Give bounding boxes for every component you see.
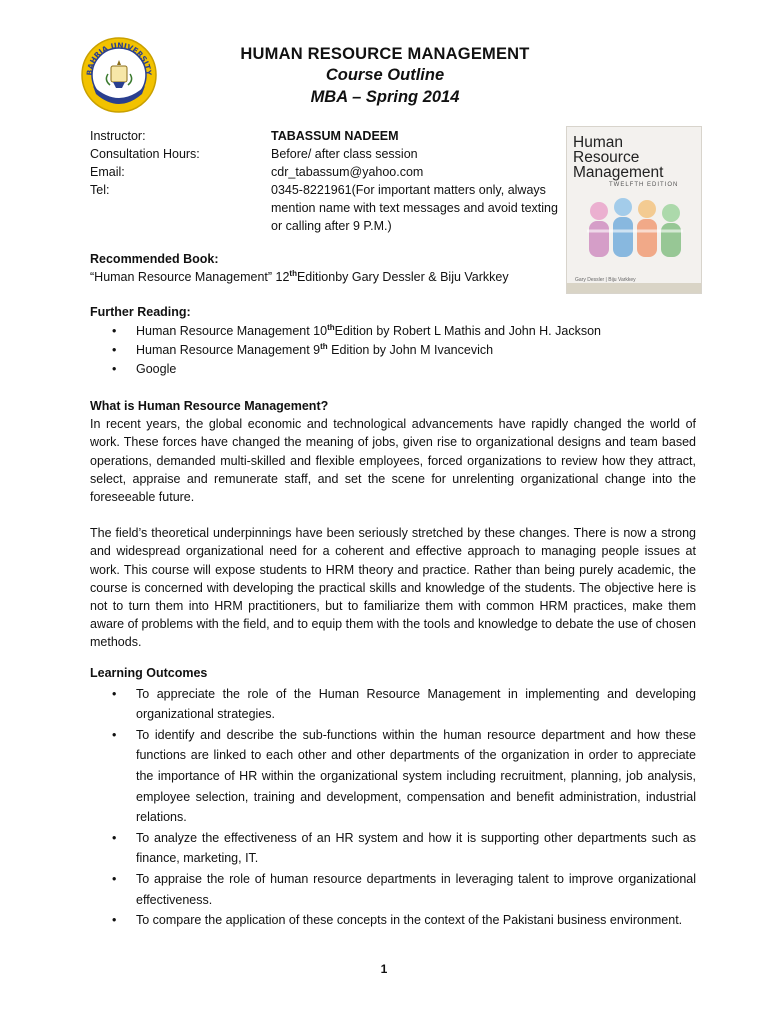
further-reading-section bbox=[90, 303, 696, 379]
recommended-heading: Recommended Book: bbox=[90, 252, 219, 266]
instructor-label: Instructor: bbox=[90, 129, 146, 143]
svg-text:BAHRIA UNIVERSITY: BAHRIA UNIVERSITY bbox=[84, 40, 154, 76]
document-term: MBA – Spring 2014 bbox=[310, 88, 460, 106]
list-item bbox=[90, 360, 696, 379]
list-item: • To appreciate the role of the Human Resource Management in implementing and developing organizational strategies. bbox=[90, 684, 696, 725]
book-cover-title: Human Resource Management bbox=[573, 134, 664, 181]
hours-value: Before/ after class session bbox=[271, 147, 418, 161]
recommended-text bbox=[90, 268, 696, 286]
instructor-info bbox=[90, 127, 571, 235]
list-item-sup: th bbox=[320, 341, 328, 351]
list-item-text: Human Resource Management 9 bbox=[136, 343, 321, 357]
list-item: • To analyze the effectiveness of an HR system and how it is supporting other departments such as finance, marketing, IT. bbox=[90, 828, 696, 869]
tel-label: Tel: bbox=[90, 183, 110, 197]
further-reading-heading: Further Reading: bbox=[90, 305, 191, 319]
page-number: 1 bbox=[380, 962, 388, 976]
info-row-email bbox=[90, 163, 571, 181]
university-seal-icon bbox=[80, 36, 158, 114]
list-item-text: Edition by John M Ivancevich bbox=[327, 343, 494, 357]
instructor-value: TABASSUM NADEEM bbox=[271, 129, 399, 143]
book-cover-authors: Gary Dessler | Biju Varkkey bbox=[575, 277, 636, 283]
recommended-book-section bbox=[90, 250, 696, 286]
university-logo bbox=[80, 36, 158, 114]
list-item-text: Edition by Robert L Mathis and John H. Jackson bbox=[334, 324, 601, 338]
email-label: Email: bbox=[90, 165, 125, 179]
paragraph-1: In recent years, the global economic and technological advancements have rapidly changed the world of work. These forces have changed the meaning of jobs, given rise to organizational designs and team based operations, demanded multi-skilled and flexible employees, forced organizations to review how they attract, select, appraise and remunerate staff, and set the scene for unrelenting organizational change into the foreseeable future. bbox=[90, 417, 696, 505]
what-is-hrm-section bbox=[90, 397, 696, 652]
list-item bbox=[90, 341, 696, 360]
recommended-text-post: Editionby Gary Dessler & Biju Varkkey bbox=[296, 270, 509, 284]
info-row-instructor bbox=[90, 127, 571, 145]
list-item: • To appraise the role of human resource departments in leveraging talent to improve organizational effectiveness. bbox=[90, 869, 696, 910]
info-row-tel bbox=[90, 181, 571, 235]
list-item-text: Human Resource Management 10 bbox=[136, 324, 328, 338]
recommended-text-pre: “Human Resource Management” 12 bbox=[90, 270, 290, 284]
recommended-text-sup: th bbox=[289, 268, 297, 278]
list-item: • To compare the application of these concepts in the context of the Pakistani business environment. bbox=[90, 910, 696, 931]
book-cover-edition: TWELFTH EDITION bbox=[609, 182, 679, 188]
tel-value: 0345-8221961(For important matters only, always mention name with text messages and avoid texting or calling after 9 P.M.) bbox=[271, 183, 558, 233]
info-row-hours bbox=[90, 145, 571, 163]
document-title: HUMAN RESOURCE MANAGEMENT bbox=[240, 45, 530, 63]
learning-outcomes-heading: Learning Outcomes bbox=[90, 666, 208, 680]
list-item-sup: th bbox=[327, 322, 335, 332]
document-subtitle: Course Outline bbox=[325, 66, 445, 84]
email-value: cdr_tabassum@yahoo.com bbox=[271, 165, 424, 179]
learning-outcomes-section bbox=[90, 663, 696, 931]
further-reading-list bbox=[90, 322, 696, 379]
title-block bbox=[160, 44, 610, 108]
list-item bbox=[90, 322, 696, 341]
hours-label: Consultation Hours: bbox=[90, 147, 200, 161]
what-is-heading: What is Human Resource Management? bbox=[90, 399, 329, 413]
paragraph-2: The field’s theoretical underpinnings have been seriously stretched by these changes. There is now a strong and widespread organizational need for a coherent and effective approach to managing people issues at work. This course will expose students to HRM theory and practice. Rather than being purely academic, the course is concerned with developing the practical skills and knowledge of the students. The objective here is not to turn them into HRM practitioners, but to familiarize them with common HRM practices, make them aware of problems with the field, and to equip them with the tools and knowledge to debate the use of chosen methods. bbox=[90, 526, 696, 650]
list-item-text: Google bbox=[136, 362, 177, 376]
list-item: • To identify and describe the sub-functions within the human resource department and how these functions are linked to each other and other departments of the organization in order to appreciate the importance of HR within the organizational system including recruitment, planning, job analysis, employee selection, training and development, compensation and benefit administration, industrial relations. bbox=[90, 725, 696, 828]
learning-outcomes-list bbox=[90, 684, 696, 931]
